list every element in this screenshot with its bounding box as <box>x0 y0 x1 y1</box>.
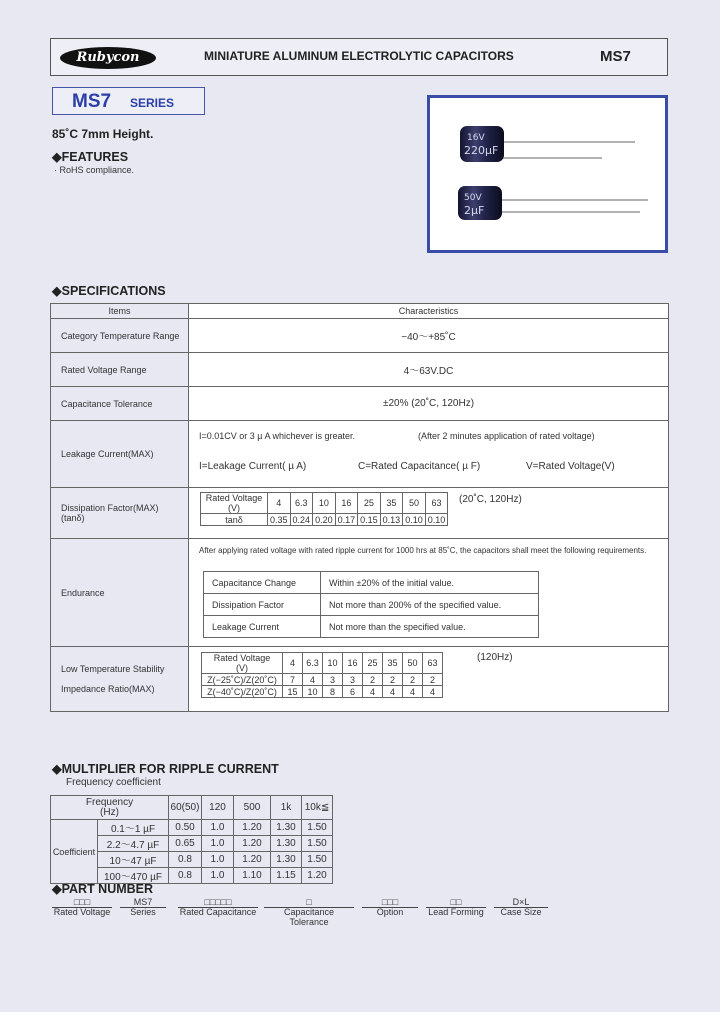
part-label: Rated Voltage <box>53 907 111 917</box>
lowtemp-voltage: 6.3 <box>303 653 323 674</box>
df-cell <box>189 488 669 539</box>
df-table <box>200 492 448 526</box>
lowtemp-voltage: 10 <box>323 653 343 674</box>
df-voltage: 10 <box>313 493 336 514</box>
part-code: □□□□□ <box>204 897 232 907</box>
part-label: Lead Forming <box>428 907 484 917</box>
df-voltage: 25 <box>358 493 381 514</box>
feature-item: · RoHS compliance. <box>54 165 135 175</box>
leakage-def-v: V=Rated Voltage(V) <box>526 461 615 472</box>
df-row-label: tanδ <box>201 514 268 526</box>
coef-value: 0.50 <box>169 820 202 836</box>
coef-value: 1.30 <box>271 820 302 836</box>
part-underline <box>494 907 548 908</box>
coef-value: 0.65 <box>169 836 202 852</box>
series-word: SERIES <box>130 96 175 110</box>
spec-item <box>51 647 189 712</box>
endurance-value: Not more than the specified value. <box>321 616 539 638</box>
lowtemp-table <box>201 652 443 698</box>
multiplier-table <box>50 795 333 884</box>
endurance-text: After applying rated voltage with rated ripple current for 1000 hrs at 85˚C, the capacitors shall meet the following requirements. <box>199 546 647 555</box>
lowtemp-voltage: 50 <box>403 653 423 674</box>
cap-range: 100～470 µF <box>98 868 169 884</box>
coef-value: 1.20 <box>234 852 271 868</box>
coef-value: 1.0 <box>202 868 234 884</box>
lowtemp-cell <box>189 647 669 712</box>
coef-value: 1.20 <box>234 820 271 836</box>
part-code: D×L <box>512 897 530 907</box>
spec-item: Rated Voltage Range <box>51 353 189 387</box>
cap-range: 10～47 µF <box>98 852 169 868</box>
coef-value: 1.20 <box>302 868 333 884</box>
lowtemp-note: (120Hz) <box>477 652 513 663</box>
part-label: Series <box>130 907 156 917</box>
lowtemp-voltage: 4 <box>283 653 303 674</box>
spec-item <box>51 488 189 539</box>
coef-value: 1.30 <box>271 836 302 852</box>
leakage-cell <box>189 421 669 488</box>
endurance-key: Leakage Current <box>204 616 321 638</box>
df-value: 0.15 <box>358 514 381 526</box>
leakage-def-i: I=Leakage Current( µ A) <box>199 461 307 472</box>
lowtemp-row-label: Z(−40˚C)/Z(20˚C) <box>202 686 283 698</box>
spec-heading: ◆SPECIFICATIONS <box>52 284 166 298</box>
leakage-def-c: C=Rated Capacitance( µ F) <box>358 461 481 472</box>
lowtemp-value: 7 <box>283 674 303 686</box>
rubycon-logo: Rubycon <box>60 47 156 69</box>
header-series-code: MS7 <box>600 48 631 65</box>
spec-value: 4～63V.DC <box>189 353 669 387</box>
spec-item: Category Temperature Range <box>51 319 189 353</box>
coef-value: 1.10 <box>234 868 271 884</box>
coef-value: 1.50 <box>302 820 333 836</box>
df-value: 0.10 <box>425 514 448 526</box>
cap-range: 0.1～1 µF <box>98 820 169 836</box>
part-code: □□□ <box>73 897 91 907</box>
df-value: 0.20 <box>313 514 336 526</box>
freq-value: 1k <box>271 796 302 820</box>
df-value: 0.35 <box>268 514 291 526</box>
lowtemp-value: 3 <box>343 674 363 686</box>
lowtemp-item-sub: Impedance Ratio(MAX) <box>61 684 155 694</box>
spec-item: Leakage Current(MAX) <box>51 421 189 488</box>
part-label: Option <box>376 907 404 917</box>
lowtemp-voltage: 35 <box>383 653 403 674</box>
lowtemp-voltage: 63 <box>423 653 443 674</box>
freq-value: 120 <box>202 796 234 820</box>
coef-value: 1.50 <box>302 852 333 868</box>
endurance-value: Not more than 200% of the specified value. <box>321 594 539 616</box>
part-underline <box>178 907 258 908</box>
lowtemp-header: Rated Voltage (V) <box>202 653 283 674</box>
coef-value: 1.30 <box>271 852 302 868</box>
part-underline <box>426 907 486 908</box>
lowtemp-value: 8 <box>323 686 343 698</box>
freq-header: Frequency (Hz) <box>51 796 169 820</box>
capacitor-illustration <box>430 98 665 250</box>
endurance-key: Dissipation Factor <box>204 594 321 616</box>
lowtemp-value: 4 <box>423 686 443 698</box>
lowtemp-value: 2 <box>423 674 443 686</box>
part-code: □□ <box>450 897 462 907</box>
cap-range: 2.2～4.7 µF <box>98 836 169 852</box>
part-code: □□□ <box>381 897 399 907</box>
part-number-segment <box>264 897 354 927</box>
part-code: MS7 <box>133 897 153 907</box>
spec-table <box>50 303 669 712</box>
endurance-value: Within ±20% of the initial value. <box>321 572 539 594</box>
coef-value: 1.20 <box>234 836 271 852</box>
part-code: □ <box>306 897 312 907</box>
df-voltage: 16 <box>335 493 358 514</box>
cap-marking-label: 220µF <box>464 144 499 157</box>
spec-value: −40～+85˚C <box>189 319 669 353</box>
multiplier-subtitle: Frequency coefficient <box>66 777 161 788</box>
coef-value: 1.15 <box>271 868 302 884</box>
leakage-note: (After 2 minutes application of rated voltage) <box>418 431 595 441</box>
coefficient-label: Coefficient <box>51 820 98 884</box>
freq-value: 500 <box>234 796 271 820</box>
lowtemp-voltage: 25 <box>363 653 383 674</box>
lowtemp-row-label: Z(−25˚C)/Z(20˚C) <box>202 674 283 686</box>
freq-value: 10k≦ <box>302 796 333 820</box>
part-underline <box>120 907 166 908</box>
col-characteristics: Characteristics <box>189 304 669 319</box>
df-value: 0.13 <box>380 514 403 526</box>
part-label: Rated Capacitance <box>179 907 257 917</box>
col-items: Items <box>51 304 189 319</box>
lowtemp-value: 4 <box>383 686 403 698</box>
multiplier-heading: ◆MULTIPLIER FOR RIPPLE CURRENT <box>52 762 279 776</box>
coef-value: 0.8 <box>169 852 202 868</box>
freq-value: 60(50) <box>169 796 202 820</box>
cap-voltage-label: 16V <box>467 133 485 143</box>
endurance-table <box>203 571 539 638</box>
lowtemp-item-label: Low Temperature Stability <box>61 664 165 674</box>
coef-value: 1.0 <box>202 852 234 868</box>
lowtemp-value: 10 <box>303 686 323 698</box>
lowtemp-value: 6 <box>343 686 363 698</box>
leakage-formula: I=0.01CV or 3 µ A whichever is greater. <box>199 431 356 441</box>
df-value: 0.17 <box>335 514 358 526</box>
endurance-cell <box>189 539 669 647</box>
coef-value: 0.8 <box>169 868 202 884</box>
product-photo <box>427 95 668 253</box>
df-note: (20˚C, 120Hz) <box>459 494 522 505</box>
header-title: MINIATURE ALUMINUM ELECTROLYTIC CAPACITORS <box>204 49 514 63</box>
subtitle: 85˚C 7mm Height. <box>52 127 154 141</box>
df-value: 0.24 <box>290 514 313 526</box>
lowtemp-value: 2 <box>383 674 403 686</box>
spec-item: Endurance <box>51 539 189 647</box>
lowtemp-voltage: 16 <box>343 653 363 674</box>
df-voltage: 63 <box>425 493 448 514</box>
cap-marking-label: 2µF <box>464 204 485 217</box>
part-label: Capacitance Tolerance <box>283 907 335 927</box>
df-value: 0.10 <box>403 514 426 526</box>
df-item-sub: (tanδ) <box>61 513 85 523</box>
df-header: Rated Voltage (V) <box>201 493 268 514</box>
lowtemp-value: 4 <box>363 686 383 698</box>
spec-value: ±20% (20˚C, 120Hz) <box>189 387 669 421</box>
part-underline <box>362 907 418 908</box>
df-voltage: 50 <box>403 493 426 514</box>
series-code: MS7 <box>72 91 112 112</box>
df-voltage: 6.3 <box>290 493 313 514</box>
part-underline <box>264 907 354 908</box>
lowtemp-value: 4 <box>403 686 423 698</box>
lowtemp-value: 2 <box>363 674 383 686</box>
lowtemp-value: 2 <box>403 674 423 686</box>
part-number-heading: ◆PART NUMBER <box>52 882 154 896</box>
part-underline <box>52 907 112 908</box>
cap-voltage-label: 50V <box>464 193 482 203</box>
coef-value: 1.0 <box>202 836 234 852</box>
df-item-label: Dissipation Factor(MAX) <box>61 503 159 513</box>
features-heading: ◆FEATURES <box>52 150 129 164</box>
endurance-key: Capacitance Change <box>204 572 321 594</box>
df-voltage: 35 <box>380 493 403 514</box>
coef-value: 1.50 <box>302 836 333 852</box>
lowtemp-value: 15 <box>283 686 303 698</box>
coef-value: 1.0 <box>202 820 234 836</box>
part-label: Case Size <box>500 907 542 917</box>
spec-item: Capacitance Tolerance <box>51 387 189 421</box>
lowtemp-value: 3 <box>323 674 343 686</box>
df-voltage: 4 <box>268 493 291 514</box>
lowtemp-value: 4 <box>303 674 323 686</box>
